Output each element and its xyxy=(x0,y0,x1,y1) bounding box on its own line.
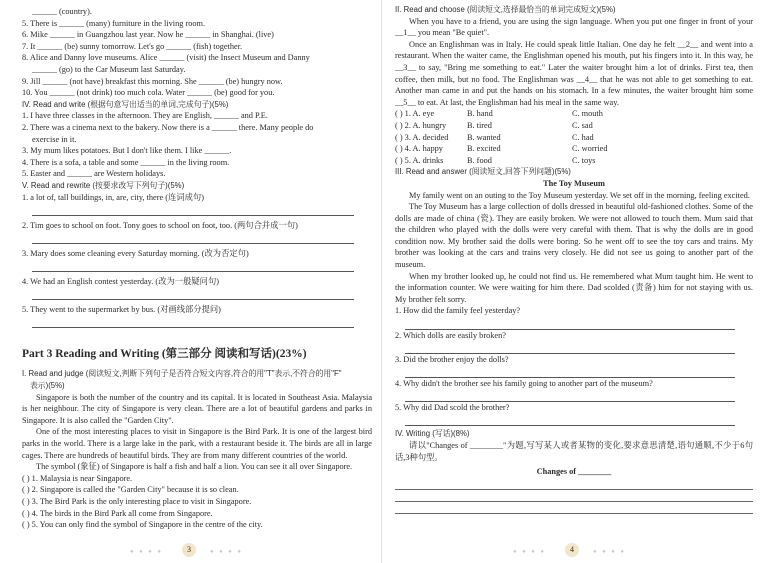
option-row xyxy=(395,120,753,132)
fill-in-line: 6. Mike ______ in Guangzhou last year. Now he ______ in Shanghai. (live) xyxy=(22,30,274,40)
section-v-heading: V. Read and rewrite (按要求改写下列句子)(5%) xyxy=(22,180,185,190)
option-row xyxy=(395,132,753,144)
write-line: exercise in it. xyxy=(32,134,77,144)
option-cell: C. had xyxy=(572,132,594,142)
toy-museum-story xyxy=(395,190,753,306)
option-cell: ( ) 4. A. happy xyxy=(395,144,443,154)
option-cell: ( ) 3. A. decided xyxy=(395,132,449,142)
paw-decoration-icon: ● ● ● ● xyxy=(513,549,546,555)
fill-in-line: 5. There is ______ (many) furniture in the living room. xyxy=(22,18,206,28)
passage-paragraph: The symbol (象征) of Singapore is half a fish and half a lion. You can see it all over Singapore. xyxy=(36,462,353,472)
cloze-passage xyxy=(395,16,753,109)
section-iv-writing-heading: IV. Writing (写话)(8%) xyxy=(395,429,470,439)
part3-heading: Part 3 Reading and Writing (第三部分 阅读和写话)(23%) xyxy=(22,348,307,361)
answer-line[interactable] xyxy=(405,365,735,378)
question-item: 5. Why did Dad scold the brother? xyxy=(395,403,510,413)
answer-line[interactable] xyxy=(32,316,354,329)
section-v-items xyxy=(22,192,372,333)
fill-in-line: ______ (go) to the Car Museum last Saturday. xyxy=(32,64,186,74)
cloze-paragraph: When you have to a friend, you are using the sign language. When you put one finger in front of your __1__ you mean "Be quiet". xyxy=(395,16,753,38)
judge-item: ( ) 5. You can only find the symbol of Singapore in the centre of the city. xyxy=(22,520,263,530)
right-page xyxy=(383,0,765,563)
singapore-passage xyxy=(22,392,372,473)
option-cell: B. wanted xyxy=(467,132,501,142)
section-ii-heading: II. Read and choose (阅读短文,选择最恰当的单词完成短文)(5%) xyxy=(395,5,616,14)
question-item: 1. How did the family feel yesterday? xyxy=(395,306,521,316)
judge-item: ( ) 3. The Bird Park is the only interesting place to visit in Singapore. xyxy=(22,496,252,506)
judge-item: ( ) 1. Malaysia is near Singapore. xyxy=(22,473,133,483)
fill-in-line: ______ (country). xyxy=(32,7,92,16)
cloze-paragraph: Once an Englishman was in Italy. He could speak little Italian. One day he felt __2__ and went into a restaurant. When the waiter came, the Englishman opened his mouth, put his fingers into it. In this way, he __3__ to say, "Bring me something to eat." Later the waiter brought him a lot of drinks. First tea, then coffee, then milk, but no food. The Englishman was __4__ that he was not able to get something to eat. Another man came in and put the hands on his stomach. In a few minutes, the waiter brought him some __5__ to eat. At last, the Englishman had his meal in the same way. xyxy=(395,39,753,107)
question-item: 2. Which dolls are easily broken? xyxy=(395,330,506,340)
fill-in-line: 9. Jill ______ (not have) breakfast this morning. She ______ (be) hungry now. xyxy=(22,76,283,86)
rewrite-item: 2. Tim goes to school on foot. Tony goes to school on foot, too. (两句合并成一句) xyxy=(22,220,298,230)
option-cell: C. mouth xyxy=(572,109,603,119)
fill-in-line: 10. You ______ (not drink) too much cola. Water ______ (be) good for you. xyxy=(22,88,275,98)
rewrite-item: 1. a lot of, tall buildings, in, are, city, there (连词成句) xyxy=(22,192,204,202)
left-page xyxy=(0,0,380,563)
judge-item: ( ) 2. Singapore is called the "Garden City" because it is so clean. xyxy=(22,485,239,495)
write-line: 5. Easter and ______ are Western holidays. xyxy=(22,169,166,179)
write-line: 2. There was a cinema next to the bakery. Now there is a ______ there. Many people do xyxy=(22,122,314,132)
paw-decoration-icon: ● ● ● ● xyxy=(210,549,243,555)
option-cell: B. tired xyxy=(467,120,492,130)
answer-line[interactable] xyxy=(405,317,735,330)
section-iii-heading: III. Read and answer (阅读短文,回答下列问题)(5%) xyxy=(395,167,571,177)
passage-paragraph: Singapore is both the number of the country and its capital. It is located in Southeast Asia. Malaysia is her neighbour. The city of Singapore is very clean. There are a lot of beautiful gardens and parks in Singapore. It is also called the "Garden City". xyxy=(22,392,372,425)
cloze-options xyxy=(395,108,753,166)
answer-line[interactable] xyxy=(32,259,354,272)
write-line: 3. My mum likes potatoes. But I don't like them. I like ______. xyxy=(22,146,232,156)
story-paragraph: When my brother looked up, he could not find us. He remembered what Mum taught him. He went to the information counter. We were waiting for him there. Dad scolded (责备) him for not staying with us. My brother felt sorry. xyxy=(395,271,753,304)
option-cell: C. toys xyxy=(572,155,596,165)
option-cell: ( ) 5. A. drinks xyxy=(395,155,444,165)
writing-line[interactable] xyxy=(395,502,753,514)
section-iv-lines xyxy=(22,110,372,180)
story-title: The Toy Museum xyxy=(543,178,605,188)
option-cell: B. food xyxy=(467,155,492,165)
rewrite-item: 5. They went to the supermarket by bus. (对画线部分提问) xyxy=(22,305,221,315)
option-cell: C. sad xyxy=(572,120,593,130)
passage-paragraph: One of the most interesting places to visit in Singapore is the Bird Park. It is one of the largest bird parks in the world. There is a large lake in the park, with a restaurant beside it. The birds are all in large cages. There are hundreds of beautiful birds. They are from many different countries of the world. xyxy=(22,427,372,460)
paw-decoration-icon: ● ● ● ● xyxy=(130,549,163,555)
page-number: 3 xyxy=(182,543,196,557)
judge-item: ( ) 4. The birds in the Bird Park all come from Singapore. xyxy=(22,508,213,518)
option-row xyxy=(395,155,753,167)
judge-items xyxy=(22,473,372,531)
section-i-heading-cont: 表示)(5%) xyxy=(30,381,65,391)
rewrite-item: 4. We had an English contest yesterday. (改为一般疑问句) xyxy=(22,277,220,287)
answer-line[interactable] xyxy=(32,288,354,301)
option-cell: ( ) 2. A. hungry xyxy=(395,120,447,130)
rewrite-item: 3. Mary does some cleaning every Saturday morning. (改为否定句) xyxy=(22,248,249,258)
story-paragraph: The Toy Museum has a large collection of dolls dressed in beautiful old-fashioned clothes. Some of the dolls are made of china (瓷). They are easily broken. We were not allowed to touch them. Mum said that the children who played with the dolls were very careful with them. That is why the dolls are in good condition now. My brother said the dolls were boring. So he went off to see the toy cars and trains. My brother was looking at the cars and trains very closely. He did not see us going to another part of the museum. xyxy=(395,202,753,270)
option-row xyxy=(395,143,753,155)
section-iv-heading: IV. Read and write (根据句意写出适当的单词,完成句子)(5%) xyxy=(22,99,229,109)
option-row xyxy=(395,108,753,120)
write-line: 1. I have three classes in the afternoon. They are English, ______ and P.E. xyxy=(22,111,268,121)
page-number: 4 xyxy=(565,543,579,557)
section-i-heading: I. Read and judge (阅读短文,判断下列句子是否符合短文内容,符合的用"T"表示,不符合的用"F" xyxy=(22,369,342,379)
option-cell: C. worried xyxy=(572,144,608,154)
writing-prompt: 请以"Changes of ________"为题,写写某人或者某物的变化,要求意思清楚,语句通顺,不少于6句话,3种句型。 xyxy=(395,440,753,462)
story-paragraph: My family went on an outing to the Toy Museum yesterday. We set off in the morning, feeling excited. xyxy=(409,190,750,200)
writing-line[interactable] xyxy=(395,478,753,490)
answer-line[interactable] xyxy=(32,231,354,244)
question-item: 3. Did the brother enjoy the dolls? xyxy=(395,354,509,364)
writing-title: Changes of ________ xyxy=(536,467,612,477)
write-line: 4. There is a sofa, a table and some ______ in the living room. xyxy=(22,157,230,167)
answer-line[interactable] xyxy=(32,203,354,216)
writing-line[interactable] xyxy=(395,490,753,502)
writing-lines[interactable] xyxy=(395,478,753,514)
question-item: 4. Why didn't the brother see his family going to another part of the museum? xyxy=(395,379,653,388)
answer-questions xyxy=(395,305,753,426)
option-cell: B. hand xyxy=(467,109,493,119)
option-cell: B. excited xyxy=(467,144,501,154)
paw-decoration-icon: ● ● ● ● xyxy=(593,549,626,555)
fill-in-line: 7. It ______ (be) sunny tomorrow. Let's go ______ (fish) together. xyxy=(22,41,243,51)
answer-line[interactable] xyxy=(405,341,735,354)
fill-in-line: 8. Alice and Danny love museums. Alice ______ (visit) the Insect Museum and Danny xyxy=(22,53,310,63)
answer-line[interactable] xyxy=(405,390,735,403)
answer-line[interactable] xyxy=(405,414,735,427)
option-cell: ( ) 1. A. eye xyxy=(395,109,435,119)
page-divider xyxy=(381,0,382,563)
section-fill-in-lines xyxy=(22,6,372,99)
